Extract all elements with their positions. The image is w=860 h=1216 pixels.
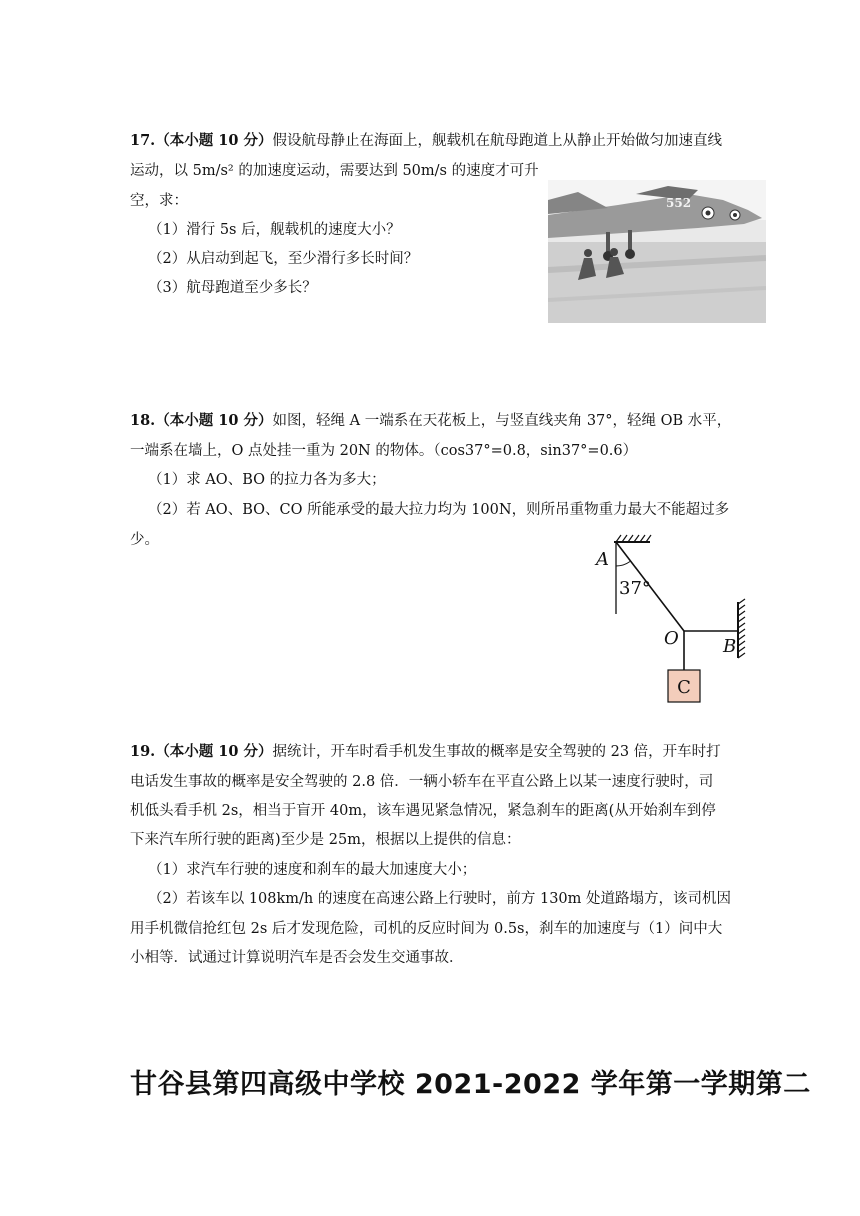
angle-arc	[616, 562, 630, 567]
q19-part-2: （2）若该车以 108km/h 的速度在高速公路上行驶时，前方 130m 处道路塌方，该司机因	[148, 891, 732, 907]
q18-line-2: 一端系在墙上，O 点处挂一重为 20N 的物体。（cos37°=0.8，sin37°=0.6）	[130, 443, 638, 459]
label-a: A	[596, 549, 609, 570]
q18-line-1	[130, 411, 731, 431]
ceiling-hatch	[616, 535, 651, 542]
q19-number: 19.	[130, 743, 156, 760]
q18-part-2-cont: 少。	[130, 532, 159, 548]
q17-part-2: （2）从启动到起飞，至少滑行多长时间？	[148, 251, 419, 267]
q18-text-1: 如图，轻绳 A 一端系在天花板上，与竖直线夹角 37°，轻绳 OB 水平，	[272, 413, 732, 429]
jet-number-label: 552	[666, 196, 692, 210]
q19-text-1: 据统计，开车时看手机发生事故的概率是安全驾驶的 23 倍，开车时打	[272, 744, 721, 760]
q17-line-3: 空，求：	[130, 193, 188, 209]
q19-line-2: 电话发生事故的概率是安全驾驶的 2.8 倍．一辆小轿车在平直公路上以某一速度行驶时，司	[130, 774, 714, 790]
q17-text-1: 假设航母静止在海面上，舰载机在航母跑道上从静止开始做匀加速直线	[272, 133, 723, 149]
q19-part-1: （1）求汽车行驶的速度和刹车的最大加速度大小；	[148, 862, 477, 878]
q17-part-1: （1）滑行 5s 后，舰载机的速度大小？	[148, 222, 401, 238]
q18-part-1: （1）求 AO、BO 的拉力各为多大；	[148, 472, 386, 488]
label-c: C	[677, 677, 691, 698]
label-o: O	[664, 628, 679, 649]
q18-part-2: （2）若 AO、BO、CO 所能承受的最大拉力均为 100N，则所吊重物重力最大不能超过多	[148, 502, 730, 518]
carrier-jet-photo	[548, 180, 766, 323]
q19-line-1	[130, 742, 721, 762]
q18-score: （本小题 10 分）	[155, 412, 273, 429]
label-angle: 37°	[619, 578, 651, 599]
q17-part-3: （3）航母跑道至少多长？	[148, 280, 317, 296]
q17-line-2: 运动，以 5m/s² 的加速度运动，需要达到 50m/s 的速度才可升	[130, 163, 539, 179]
q19-line-4: 下来汽车所行驶的距离)至少是 25m，根据以上提供的信息：	[130, 832, 521, 848]
q18-number: 18.	[130, 412, 156, 429]
q19-line-3: 机低头看手机 2s，相当于盲开 40m，该车遇见紧急情况，紧急刹车的距离(从开始刹车到停	[130, 803, 716, 819]
q17-line-1	[130, 131, 722, 151]
force-diagram	[590, 532, 750, 710]
wall-hatch	[738, 599, 745, 658]
q17-number: 17.	[130, 132, 156, 149]
q19-part-2-cont-1: 用手机微信抢红包 2s 后才发现危险，司机的反应时间为 0.5s，刹车的加速度与（1）问中大	[130, 921, 723, 937]
label-b: B	[723, 636, 737, 657]
q19-part-2-cont-2: 小相等．试通过计算说明汽车是否会发生交通事故．	[130, 950, 464, 966]
q17-score: （本小题 10 分）	[155, 132, 273, 149]
q19-score: （本小题 10 分）	[155, 743, 273, 760]
next-section-title: 甘谷县第四高级中学校 2021-2022 学年第一学期第二	[130, 1069, 811, 1100]
